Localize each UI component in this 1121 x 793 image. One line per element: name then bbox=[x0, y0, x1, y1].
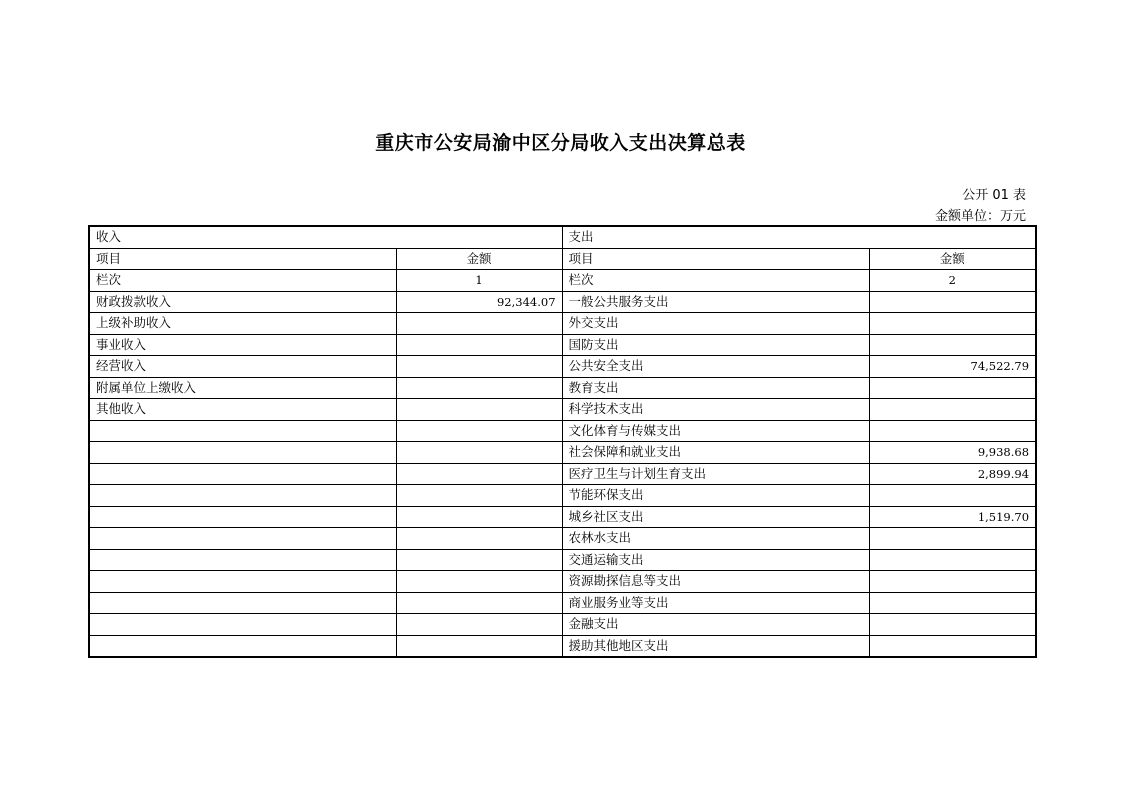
income-item-cell bbox=[89, 463, 396, 485]
expense-amount-cell bbox=[869, 420, 1036, 442]
expense-amount-cell bbox=[869, 313, 1036, 335]
income-amount-cell bbox=[396, 356, 562, 378]
expense-amount-cell bbox=[869, 528, 1036, 550]
expense-amount-cell bbox=[869, 614, 1036, 636]
expense-item-cell: 文化体育与传媒支出 bbox=[562, 420, 869, 442]
income-item-header: 项目 bbox=[89, 248, 396, 270]
income-item-cell bbox=[89, 442, 396, 464]
income-amount-cell: 92,344.07 bbox=[396, 291, 562, 313]
table-row bbox=[89, 377, 1036, 399]
expense-amount-header: 金额 bbox=[869, 248, 1036, 270]
income-item-cell: 附属单位上缴收入 bbox=[89, 377, 396, 399]
table-row bbox=[89, 549, 1036, 571]
income-amount-cell bbox=[396, 377, 562, 399]
form-number: 公开 01 表 bbox=[962, 188, 1026, 203]
table-row bbox=[89, 356, 1036, 378]
expense-item-cell: 资源勘探信息等支出 bbox=[562, 571, 869, 593]
expense-amount-cell: 1,519.70 bbox=[869, 506, 1036, 528]
section-header-row bbox=[89, 226, 1036, 248]
table-row bbox=[89, 506, 1036, 528]
income-rank-label: 栏次 bbox=[89, 270, 396, 292]
income-amount-cell bbox=[396, 571, 562, 593]
income-item-cell bbox=[89, 485, 396, 507]
income-item-cell bbox=[89, 528, 396, 550]
income-amount-cell bbox=[396, 614, 562, 636]
table-row bbox=[89, 334, 1036, 356]
income-item-cell bbox=[89, 506, 396, 528]
expense-item-cell: 金融支出 bbox=[562, 614, 869, 636]
income-item-cell bbox=[89, 614, 396, 636]
expense-rank-label: 栏次 bbox=[562, 270, 869, 292]
budget-summary-table bbox=[88, 225, 1037, 658]
expense-amount-cell bbox=[869, 549, 1036, 571]
expense-amount-cell: 9,938.68 bbox=[869, 442, 1036, 464]
income-item-cell: 经营收入 bbox=[89, 356, 396, 378]
table-row bbox=[89, 442, 1036, 464]
income-amount-cell bbox=[396, 313, 562, 335]
table-row bbox=[89, 291, 1036, 313]
income-amount-cell bbox=[396, 442, 562, 464]
income-amount-header: 金额 bbox=[396, 248, 562, 270]
income-amount-cell bbox=[396, 549, 562, 571]
rank-row bbox=[89, 270, 1036, 292]
expense-item-cell: 科学技术支出 bbox=[562, 399, 869, 421]
expense-item-cell: 交通运输支出 bbox=[562, 549, 869, 571]
table-row bbox=[89, 485, 1036, 507]
expense-amount-cell bbox=[869, 592, 1036, 614]
income-item-cell bbox=[89, 592, 396, 614]
amount-unit: 金额单位：万元 bbox=[934, 209, 1026, 224]
income-item-cell: 上级补助收入 bbox=[89, 313, 396, 335]
expense-amount-cell bbox=[869, 377, 1036, 399]
expense-amount-cell bbox=[869, 571, 1036, 593]
expense-section-header: 支出 bbox=[562, 226, 1036, 248]
income-section-header: 收入 bbox=[89, 226, 562, 248]
expense-amount-cell bbox=[869, 334, 1036, 356]
income-amount-cell bbox=[396, 334, 562, 356]
expense-amount-cell bbox=[869, 635, 1036, 657]
table-row bbox=[89, 528, 1036, 550]
income-item-cell bbox=[89, 549, 396, 571]
expense-item-cell: 节能环保支出 bbox=[562, 485, 869, 507]
column-header-row bbox=[89, 248, 1036, 270]
income-amount-cell bbox=[396, 485, 562, 507]
expense-item-cell: 国防支出 bbox=[562, 334, 869, 356]
expense-item-cell: 农林水支出 bbox=[562, 528, 869, 550]
table-row bbox=[89, 635, 1036, 657]
expense-item-cell: 城乡社区支出 bbox=[562, 506, 869, 528]
expense-item-header: 项目 bbox=[562, 248, 869, 270]
table-row bbox=[89, 571, 1036, 593]
expense-item-cell: 公共安全支出 bbox=[562, 356, 869, 378]
expense-item-cell: 医疗卫生与计划生育支出 bbox=[562, 463, 869, 485]
income-amount-cell bbox=[396, 463, 562, 485]
table-row bbox=[89, 313, 1036, 335]
table-row bbox=[89, 592, 1036, 614]
table-row bbox=[89, 420, 1036, 442]
table-row bbox=[89, 614, 1036, 636]
expense-amount-cell bbox=[869, 291, 1036, 313]
income-item-cell bbox=[89, 420, 396, 442]
income-amount-cell bbox=[396, 528, 562, 550]
expense-item-cell: 社会保障和就业支出 bbox=[562, 442, 869, 464]
expense-amount-cell: 74,522.79 bbox=[869, 356, 1036, 378]
expense-amount-cell: 2,899.94 bbox=[869, 463, 1036, 485]
income-item-cell: 事业收入 bbox=[89, 334, 396, 356]
table-row bbox=[89, 399, 1036, 421]
expense-amount-cell bbox=[869, 485, 1036, 507]
expense-item-cell: 一般公共服务支出 bbox=[562, 291, 869, 313]
income-rank-number: 1 bbox=[396, 270, 562, 292]
income-item-cell: 财政拨款收入 bbox=[89, 291, 396, 313]
income-amount-cell bbox=[396, 592, 562, 614]
expense-item-cell: 教育支出 bbox=[562, 377, 869, 399]
table-row bbox=[89, 463, 1036, 485]
expense-rank-number: 2 bbox=[869, 270, 1036, 292]
expense-item-cell: 援助其他地区支出 bbox=[562, 635, 869, 657]
page-title: 重庆市公安局渝中区分局收入支出决算总表 bbox=[375, 132, 746, 154]
expense-item-cell: 商业服务业等支出 bbox=[562, 592, 869, 614]
income-item-cell: 其他收入 bbox=[89, 399, 396, 421]
income-item-cell bbox=[89, 635, 396, 657]
expense-item-cell: 外交支出 bbox=[562, 313, 869, 335]
income-item-cell bbox=[89, 571, 396, 593]
income-amount-cell bbox=[396, 506, 562, 528]
income-amount-cell bbox=[396, 635, 562, 657]
income-amount-cell bbox=[396, 420, 562, 442]
income-amount-cell bbox=[396, 399, 562, 421]
expense-amount-cell bbox=[869, 399, 1036, 421]
